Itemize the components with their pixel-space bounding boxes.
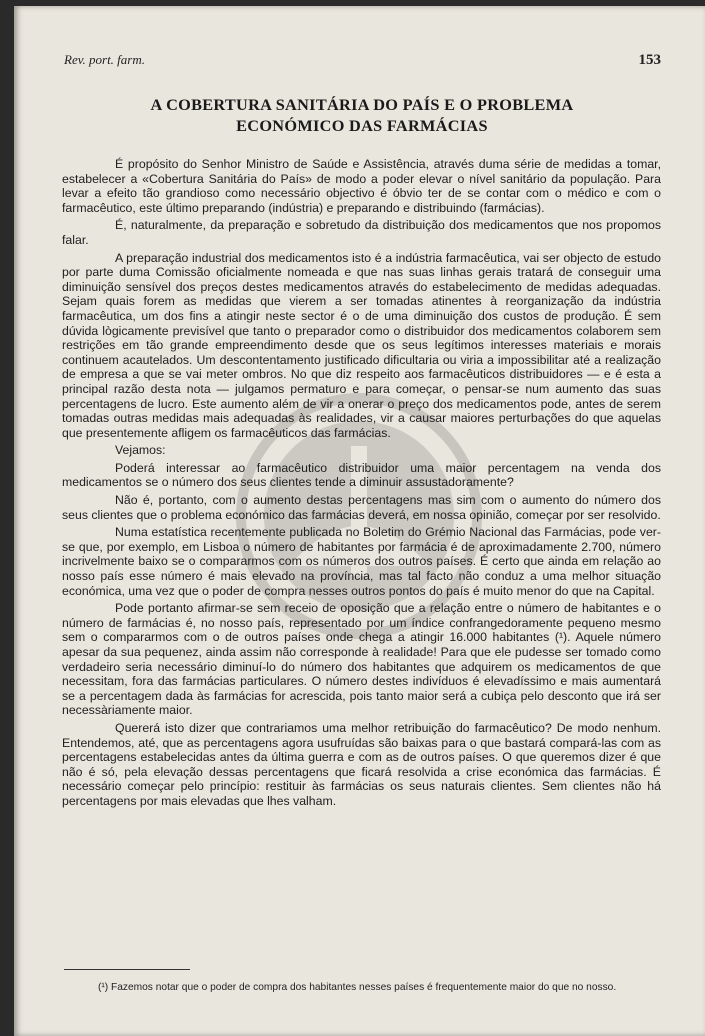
- title-line-1: A COBERTURA SANITÁRIA DO PAÍS E O PROBLEMA: [150, 95, 574, 114]
- paragraph: Quererá isto dizer que contrariamos uma melhor retribuição do farmacêutico? De modo nenhum. Entendemos, até, que as percentagens agora usufruídas são baixas para o que bastará compará-las com as percentagens estabelecidas antes da última guerra e com as de outros países. O que queremos dizer é que não é só, pela elevação dessas percentagens que ficará resolvida a crise económica das farmácias. É necessário começar pelo princípio: restituir às farmácias os seus naturais clientes. Sem clientes não há percentagens por mais elevadas que lhes valham.: [62, 720, 661, 808]
- journal-name: Rev. port. farm.: [64, 52, 145, 67]
- paragraph: Não é, portanto, com o aumento destas percentagens mas sim com o aumento do número dos seus clientes que o problema económico das farmácias deverá, em nossa opinião, começar por ser resolvido.: [62, 493, 661, 522]
- paragraph: Numa estatística recentemente publicada no Boletim do Grémio Nacional das Farmácias, pode ver-se que, por exemplo, em Lisboa o número de habitantes por farmácia é de aproximadamente 2.700, número incrivelmente baixo se o compararmos com os números dos outros países. É certo que ainda em relação ao nosso país esse número é mais elevado na província, mas tal facto não conduz a uma melhor situação económica, uma vez que o poder de compra nesses outros pontos do país é muito menor do que na Capital.: [62, 525, 661, 598]
- footnote: (¹) Fazemos notar que o poder de compra dos habitantes nesses países é frequentemente maior do que no nosso.: [98, 982, 617, 993]
- title-line-2: ECONÓMICO DAS FARMÁCIAS: [236, 116, 488, 135]
- paragraph: A preparação industrial dos medicamentos isto é a indústria farmacêutica, vai ser objecto de estudo por parte duma Comissão oficialmente nomeada e que nas suas linhas gerais tratará de conseguir uma diminuição sensível dos preços destes medicamentos através do estabelecimento de medidas adequadas. Sejam quais forem as medidas que vierem a ser tomadas atinentes à reorganização da indústria farmacêutica, um dos fins a atingir neste sector é o de uma diminuição dos custos de produção. É sem dúvida lògicamente previsível que tanto o preparador como o distribuidor dos medicamentos colaborem sem restrições em tão grande empreendimento desde que os seus legítimos interesses materiais e morais continuem acautelados. Um descontentamento justificado dificultaria ou viria a impossibilitar até a realização de empresa a que se vai meter ombros. No que diz respeito aos farmacêuticos distribuidores — e é esta a principal razão desta nota — julgamos permaturo e para começar, o pensar-se num aumento das suas percentagens de lucro. Este aumento além de vir a onerar o preço dos medicamentos pode, antes de serem tomadas outras medidas mais adequadas às realidades, vir a causar maiores perturbações do que aquelas que presentemente afligem os farmacêuticos das farmácias.: [62, 250, 661, 440]
- article-body: [62, 157, 661, 812]
- paragraph: Poderá interessar ao farmacêutico distribuidor uma maior percentagem na venda dos medicamentos se o número dos seus clientes tende a diminuir assustadoramente?: [62, 460, 661, 490]
- paragraph: É propósito do Senhor Ministro de Saúde e Assistência, através duma série de medidas a tomar, estabelecer a «Cobertura Sanitária do País» de modo a poder elevar o nível sanitário da população. Para levar a efeito tão grandioso como necessário objectivo é óbvio ter de se contar com o médico e com o farmacêutico, este último preparando (indústria) e preparando e distribuindo (farmácias).: [62, 157, 661, 215]
- paragraph: Vejamos:: [115, 443, 166, 458]
- page-number: 153: [638, 52, 661, 68]
- article-title: [64, 94, 660, 136]
- paragraph: Pode portanto afirmar-se sem receio de oposição que a relação entre o número de habitantes e o número de farmácias é, no nosso país, representado por um índice confrangedoramente pequeno mesmo sem o compararmos com o de outros países onde chega a atingir 16.000 habitantes (¹). Aquele número apesar da sua pequenez, ainda assim não corresponde à realidade! Para que ele pudesse ser tomado como verdadeiro seria necessário diminuí-lo do número dos habitantes que adquirem os medicamentos de que necessitam, fora das farmácias particulares. O número destes indivíduos é elevadíssimo e mais aumentará se a percentagem dada às farmácias for acrescida, pois tanto maior será a cubiça pelo desconto que irá ser necessàriamente maior.: [62, 601, 661, 718]
- page: [14, 6, 705, 1036]
- footnote-divider: [64, 969, 190, 970]
- paragraph: É, naturalmente, da preparação e sobretudo da distribuição dos medicamentos que nos propomos falar.: [62, 218, 661, 247]
